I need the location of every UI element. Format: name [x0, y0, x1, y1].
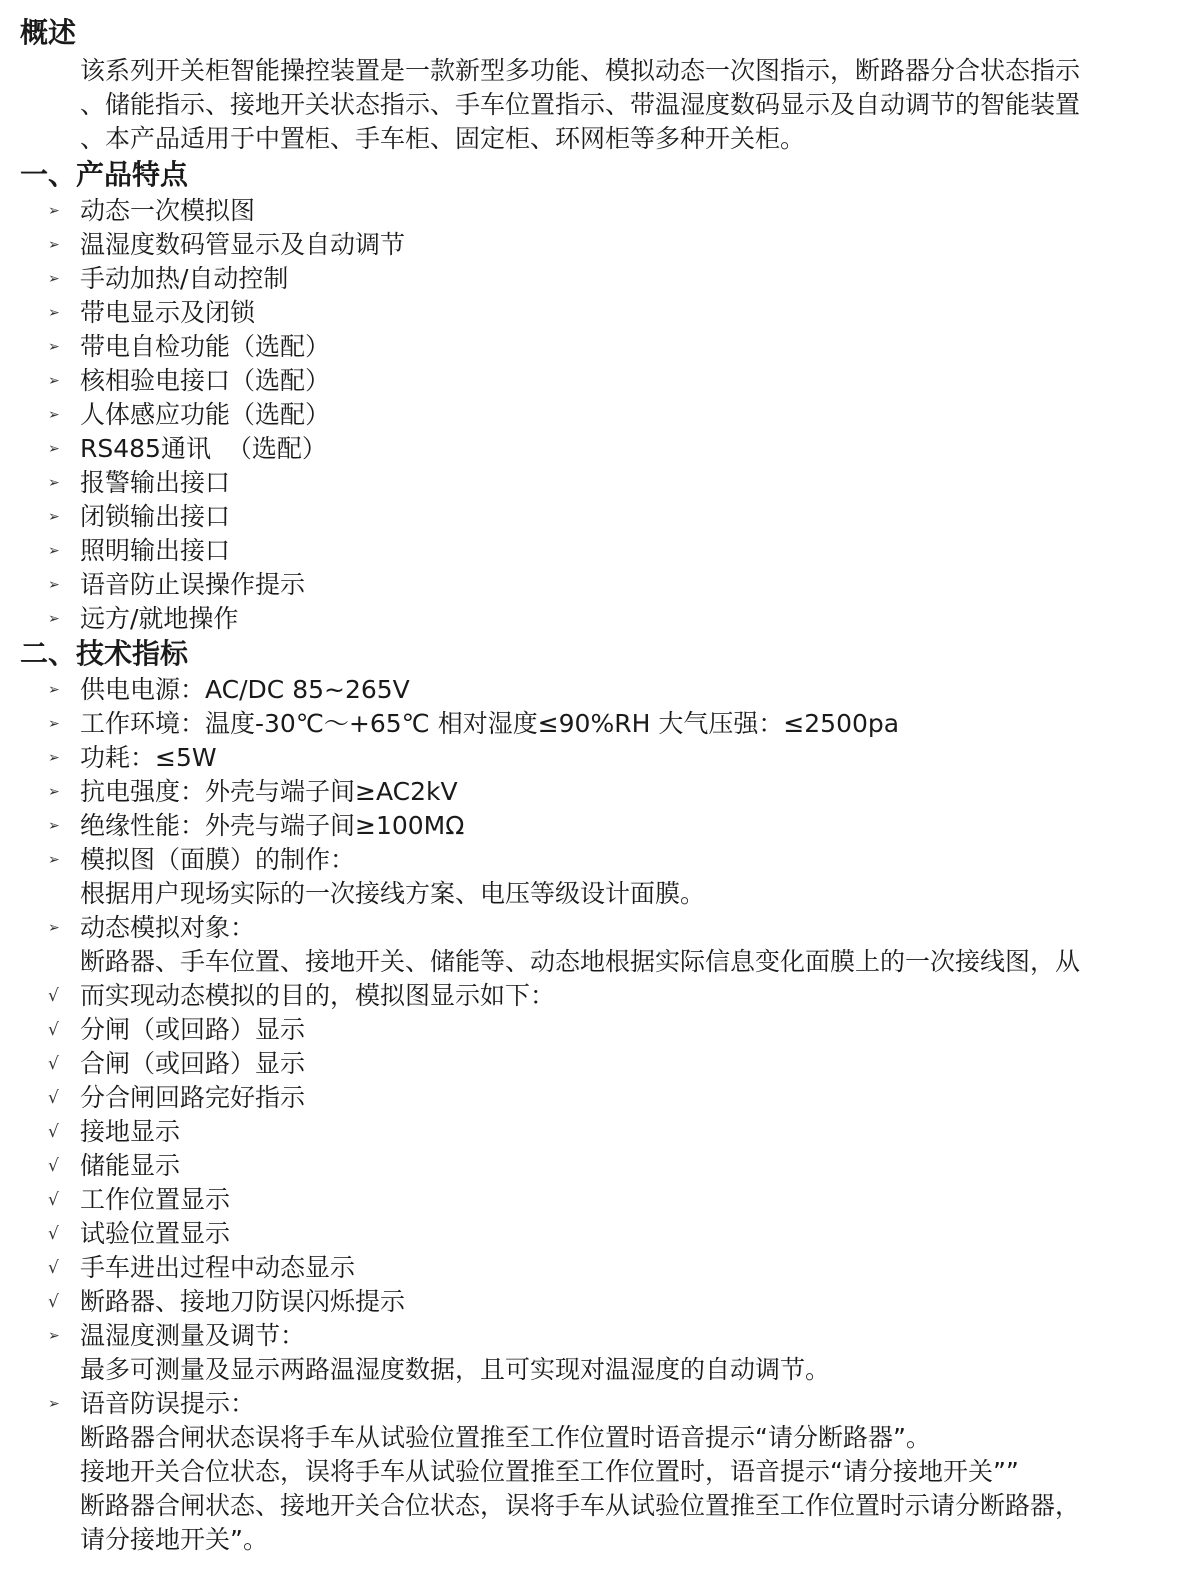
arrow-bullet-icon: ➢ — [48, 441, 60, 457]
arrow-bullet-icon: ➢ — [48, 203, 60, 219]
mimic-description: 根据用户现场实际的一次接线方案、电压等级设计面膜。 — [80, 879, 706, 908]
voice-line: 接地开关合位状态，误将手车从试验位置推至工作位置时，语音提示“请分接地开关”” — [80, 1457, 1019, 1486]
spec-item: ➢ 功耗：≤5W — [48, 741, 217, 775]
arrow-bullet-icon: ➢ — [48, 784, 60, 800]
arrow-bullet-icon: ➢ — [48, 1396, 60, 1412]
overview-line: 该系列开关柜智能操控装置是一款新型多功能、模拟动态一次图指示，断路器分合状态指示 — [80, 56, 1081, 85]
check-bullet-icon: √ — [48, 1292, 59, 1312]
overview-heading: 概述 — [20, 16, 77, 49]
spec-item: ➢ 绝缘性能：外壳与端子间≥100MΩ — [48, 809, 464, 843]
feature-item: ➢ 温湿度数码管显示及自动调节 — [48, 228, 405, 262]
feature-item: ➢ 动态一次模拟图 — [48, 194, 255, 228]
arrow-bullet-icon: ➢ — [48, 271, 60, 287]
check-item: √ 断路器、接地刀防误闪烁提示 — [48, 1285, 405, 1319]
check-bullet-icon: √ — [48, 1088, 59, 1108]
check-bullet-icon: √ — [48, 1156, 59, 1176]
check-bullet-icon: √ — [48, 1258, 59, 1278]
spec-item: ➢ 工作环境：温度-30℃～+65℃ 相对湿度≤90%RH 大气压强：≤2500pa — [48, 707, 899, 741]
arrow-bullet-icon: ➢ — [48, 475, 60, 491]
overview-line: 、本产品适用于中置柜、手车柜、固定柜、环网柜等多种开关柜。 — [80, 124, 806, 153]
spec-item: ➢ 模拟图（面膜）的制作： — [48, 843, 355, 877]
humidity-description: 最多可测量及显示两路温湿度数据，且可实现对温湿度的自动调节。 — [80, 1355, 831, 1384]
check-item: √ 试验位置显示 — [48, 1217, 230, 1251]
arrow-bullet-icon: ➢ — [48, 1328, 60, 1344]
arrow-bullet-icon: ➢ — [48, 920, 60, 936]
voice-line: 请分接地开关”。 — [80, 1525, 268, 1554]
feature-item: ➢ 核相验电接口（选配） — [48, 364, 330, 398]
check-item: √ 接地显示 — [48, 1115, 180, 1149]
feature-item: ➢ 报警输出接口 — [48, 466, 230, 500]
voice-line: 断路器合闸状态误将手车从试验位置推至工作位置时语音提示“请分断路器”。 — [80, 1423, 931, 1452]
check-bullet-icon: √ — [48, 1122, 59, 1142]
specs-heading: 二、技术指标 — [20, 637, 189, 670]
spec-item: ➢ 供电电源：AC/DC 85~265V — [48, 673, 410, 707]
feature-item: ➢ RS485通讯 （选配） — [48, 432, 327, 466]
check-bullet-icon: √ — [48, 1190, 59, 1210]
feature-item: ➢ 人体感应功能（选配） — [48, 398, 330, 432]
arrow-bullet-icon: ➢ — [48, 407, 60, 423]
feature-item: ➢ 闭锁输出接口 — [48, 500, 230, 534]
spec-item: ➢ 温湿度测量及调节： — [48, 1319, 305, 1353]
voice-line: 断路器合闸状态、接地开关合位状态，误将手车从试验位置推至工作位置时示请分断路器， — [80, 1491, 1081, 1520]
arrow-bullet-icon: ➢ — [48, 339, 60, 355]
feature-item: ➢ 带电自检功能（选配） — [48, 330, 330, 364]
check-item: √ 工作位置显示 — [48, 1183, 230, 1217]
feature-item: ➢ 语音防止误操作提示 — [48, 568, 305, 602]
arrow-bullet-icon: ➢ — [48, 852, 60, 868]
spec-item: ➢ 动态模拟对象： — [48, 911, 255, 945]
arrow-bullet-icon: ➢ — [48, 305, 60, 321]
arrow-bullet-icon: ➢ — [48, 611, 60, 627]
spec-item: ➢ 抗电强度：外壳与端子间≥AC2kV — [48, 775, 458, 809]
check-item: √ 合闸（或回路）显示 — [48, 1047, 305, 1081]
check-bullet-icon: √ — [48, 1224, 59, 1244]
feature-item: ➢ 远方/就地操作 — [48, 602, 238, 636]
arrow-bullet-icon: ➢ — [48, 373, 60, 389]
dynamic-description: 断路器、手车位置、接地开关、储能等、动态地根据实际信息变化面膜上的一次接线图，从 — [80, 947, 1081, 976]
arrow-bullet-icon: ➢ — [48, 543, 60, 559]
check-bullet-icon: √ — [48, 1054, 59, 1074]
arrow-bullet-icon: ➢ — [48, 716, 60, 732]
feature-item: ➢ 手动加热/自动控制 — [48, 262, 288, 296]
arrow-bullet-icon: ➢ — [48, 818, 60, 834]
check-bullet-icon: √ — [48, 1020, 59, 1040]
arrow-bullet-icon: ➢ — [48, 509, 60, 525]
feature-item: ➢ 带电显示及闭锁 — [48, 296, 255, 330]
check-item: √ 储能显示 — [48, 1149, 180, 1183]
spec-item: ➢ 语音防误提示： — [48, 1387, 255, 1421]
check-item: √ 分合闸回路完好指示 — [48, 1081, 305, 1115]
check-item: √ 而实现动态模拟的目的，模拟图显示如下： — [48, 979, 555, 1013]
arrow-bullet-icon: ➢ — [48, 682, 60, 698]
features-heading: 一、产品特点 — [20, 158, 189, 191]
arrow-bullet-icon: ➢ — [48, 577, 60, 593]
check-item: √ 手车进出过程中动态显示 — [48, 1251, 355, 1285]
overview-line: 、储能指示、接地开关状态指示、手车位置指示、带温湿度数码显示及自动调节的智能装置 — [80, 90, 1081, 119]
feature-item: ➢ 照明输出接口 — [48, 534, 230, 568]
check-bullet-icon: √ — [48, 986, 59, 1006]
check-item: √ 分闸（或回路）显示 — [48, 1013, 305, 1047]
arrow-bullet-icon: ➢ — [48, 237, 60, 253]
arrow-bullet-icon: ➢ — [48, 750, 60, 766]
